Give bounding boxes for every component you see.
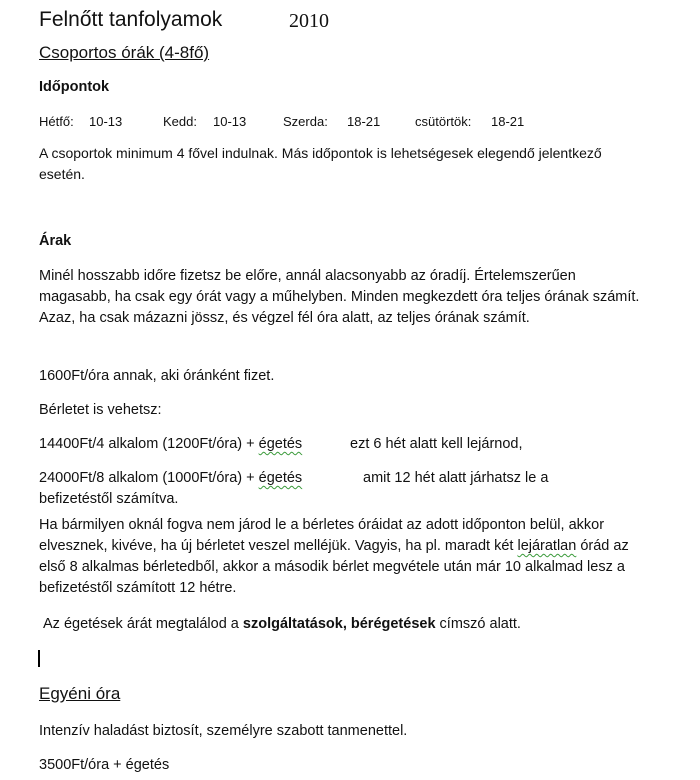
time-hours-2: 18-21 (347, 114, 381, 129)
time-day-3: csütörtök: (415, 114, 472, 129)
time-day-2: Szerda: (283, 114, 328, 129)
time-day-0: Hétfő: (39, 114, 74, 129)
firing-note-b: címszó alatt. (435, 616, 521, 632)
pass-8-price: 24000Ft/8 alkalom (1000Ft/óra) + (39, 470, 259, 486)
time-hours-1: 10-13 (213, 114, 247, 129)
firing-note (43, 614, 521, 635)
pass-4-line (39, 434, 302, 455)
firing-note-a: Az égetések árát megtalálod a (43, 616, 243, 632)
pass-4-firing: égetés (258, 436, 303, 452)
pass-intro: Bérletet is vehetsz: (39, 402, 162, 418)
individual-text: Intenzív haladást biztosít, személyre szabott tanmenettel. (39, 723, 408, 739)
pass-8-note-2: befizetéstől számítva. (39, 491, 179, 507)
group-heading: Csoportos órák (4-8fő) (39, 43, 210, 62)
page-title: Felnőtt tanfolyamok (39, 8, 223, 31)
text-cursor (38, 650, 40, 667)
pass-4-price: 14400Ft/4 alkalom (1200Ft/óra) + (39, 436, 259, 452)
hourly-price: 1600Ft/óra annak, aki óránként fizet. (39, 368, 275, 384)
prices-heading: Árak (39, 233, 72, 249)
times-note: A csoportok minimum 4 fővel indulnak. Más időpontok is lehetségesek elegendő jelentkező esetén. (39, 145, 602, 182)
pass-8-note: amit 12 hét alatt járhatsz le a (363, 470, 549, 486)
time-hours-3: 18-21 (491, 114, 525, 129)
prices-intro: Minél hosszabb időre fizetsz be előre, annál alacsonyabb az óradíj. Értelemszerűen magasabb, ha csak egy órát vagy a műhelyben. Minden megkezdett óra teljes órának számít. Azaz, ha csak mázazni jössz, és végzel fél óra alatt, az teljes órának számít. (39, 268, 640, 326)
pass-8-firing: égetés (258, 470, 303, 486)
pass-8-line (39, 468, 302, 489)
times-heading: Időpontok (39, 79, 110, 95)
pass-rule (39, 515, 649, 599)
page-year: 2010 (289, 10, 329, 32)
firing-note-bold: szolgáltatások, bérégetések (242, 616, 436, 632)
pass-rule-word: lejáratlan (517, 538, 577, 554)
time-day-1: Kedd: (163, 114, 197, 129)
pass-rule-b: órád az első 8 alkalmas bérletedből, akkor a második bérlet megvétele után már 10 alkalmad lesz a befizetéstől számított 12 hétre. (39, 538, 629, 596)
pass-4-note: ezt 6 hét alatt kell lejárnod, (350, 436, 523, 452)
time-hours-0: 10-13 (89, 114, 123, 129)
individual-price: 3500Ft/óra + égetés (39, 757, 170, 773)
pass-rule-a: Ha bármilyen oknál fogva nem járod le a bérletes óráidat az adott időponton belül, akkor elvesznek, kivéve, ha új bérletet veszel melléjük. Vagyis, ha pl. maradt két (39, 517, 605, 554)
individual-heading: Egyéni óra (39, 684, 121, 703)
